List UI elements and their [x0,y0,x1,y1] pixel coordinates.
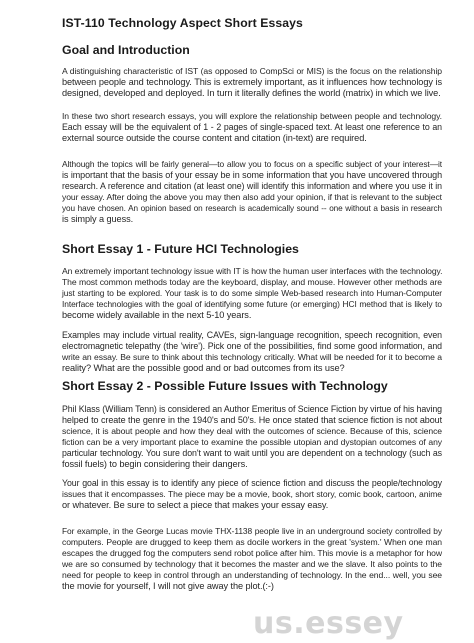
text-line: Each essay will be the equivalent of 1 - 2 pages of single-spaced text. At least one reference to an [62,122,442,133]
text-line: between people and technology. This is extremely important, as it influences how technology is [62,77,442,88]
text-line: Although the topics will be fairly general—to allow you to focus on a specific subject of your interest—it [62,159,442,169]
paragraph-intro-1 [62,66,442,99]
section-heading-short-essay-2: Short Essay 2 - Possible Future Issues with Technology [62,379,388,393]
paragraph-essay1-2 [62,330,442,374]
text-line: For example, in the George Lucas movie THX-1138 people live in an underground society controlled by [62,526,442,536]
text-line: In these two short research essays, you will explore the relationship between people and technology. [62,111,442,121]
text-line: particular technology. You sure don't want to wait until you are dependent on a technology (such as [62,448,442,459]
text-line: Interface technologies with the goal of identifying some future (or emerging) HCI method that is likely to [62,299,442,310]
text-line: helped to create the genre in the 1940's and 50's. He once stated that science fiction is not about [62,415,442,426]
text-line: fiction can be a very important place to examine the possible utopian and dystopian outcomes of any [62,437,442,448]
text-line: fossil fuels) to begin considering their dangers. [62,459,248,470]
paragraph-essay1-1 [62,266,442,321]
section-heading-goal-and-introduction: Goal and Introduction [62,43,190,57]
text-line: or whatever. Be sure to select a piece that makes your essay easy. [62,500,329,511]
text-line: write an essay. Be sure to think about this technology critically. What will be needed for it to become a [62,352,442,363]
text-line: science, it is about people and how they deal with the outcomes of science. Because of this, science [62,426,442,437]
paragraph-essay2-1 [62,404,442,471]
text-line: your essay. After doing the above you may then also add your opinion, if that is relevant to the subject [62,192,442,203]
text-line: just starting to be explored. Your task is to do some simple Web-based research into Human-Computer [62,288,442,299]
text-line: is simply a guess. [62,214,134,225]
text-line: external source outside the course content and citation (in-text) are required. [62,133,367,144]
text-line: you have chosen. An opinion based on research is academically sound -- one without a basis in research [62,204,442,214]
text-line: reality? What are the possible good and or bad outcomes from its use? [62,363,345,374]
paragraph-essay2-2 [62,478,442,511]
text-line: designed, developed and deployed. In turn it literally defines the world (matrix) in which we live. [62,88,441,99]
paragraph-essay2-3 [62,526,442,593]
text-line: Phil Klass (William Tenn) is considered an Author Emeritus of Science Fiction by virtue of his having [62,404,442,414]
paragraph-intro-3 [62,159,442,226]
text-line: The most common methods today are the keyboard, display, and mouse. However other methods are [62,277,442,288]
watermark: us.essey [253,606,404,641]
text-line: escapes the drugged fog the computers send robot police after him. This movie is a metaphor for how [62,548,442,559]
text-line: research. A reference and citation (at least one) will identify this information and where you use it in [62,181,442,192]
text-line: become widely available in the next 5-10 years. [62,310,252,321]
text-line: we are so consumed by technology that it becomes the master and we the slave. It also points to the [62,559,442,570]
text-line: A distinguishing characteristic of IST (as opposed to CompSci or MIS) is the focus on the relationship [62,66,442,76]
paragraph-intro-2 [62,111,442,144]
text-line: the movie for yourself, I will not give away the plot.(:-) [62,581,274,592]
text-line: electromagnetic telepathy (the 'wire'). Pick one of the possibilities, find some good information, and [62,341,442,352]
text-line: An extremely important technology issue with IT is how the human user interfaces with the technology. [62,266,443,276]
text-line: need for people to keep in control through an understanding of technology. In the end... well, you see [62,570,442,581]
text-line: Your goal in this essay is to identify any piece of science fiction and discuss the people/technology [62,478,442,488]
text-line: is important that the basis of your essay be in some information that you have uncovered through [62,170,442,181]
text-line: Examples may include virtual reality, CAVEs, sign-language recognition, speech recognition, even [62,330,442,340]
document-title: IST-110 Technology Aspect Short Essays [62,16,303,30]
section-heading-short-essay-1: Short Essay 1 - Future HCI Technologies [62,242,299,256]
text-line: computers. People are drugged to keep them as docile workers in the great 'system.' When one man [62,537,442,548]
text-line: issues that it encompasses. The piece may be a movie, book, short story, comic book, cartoon, anime [62,489,442,500]
